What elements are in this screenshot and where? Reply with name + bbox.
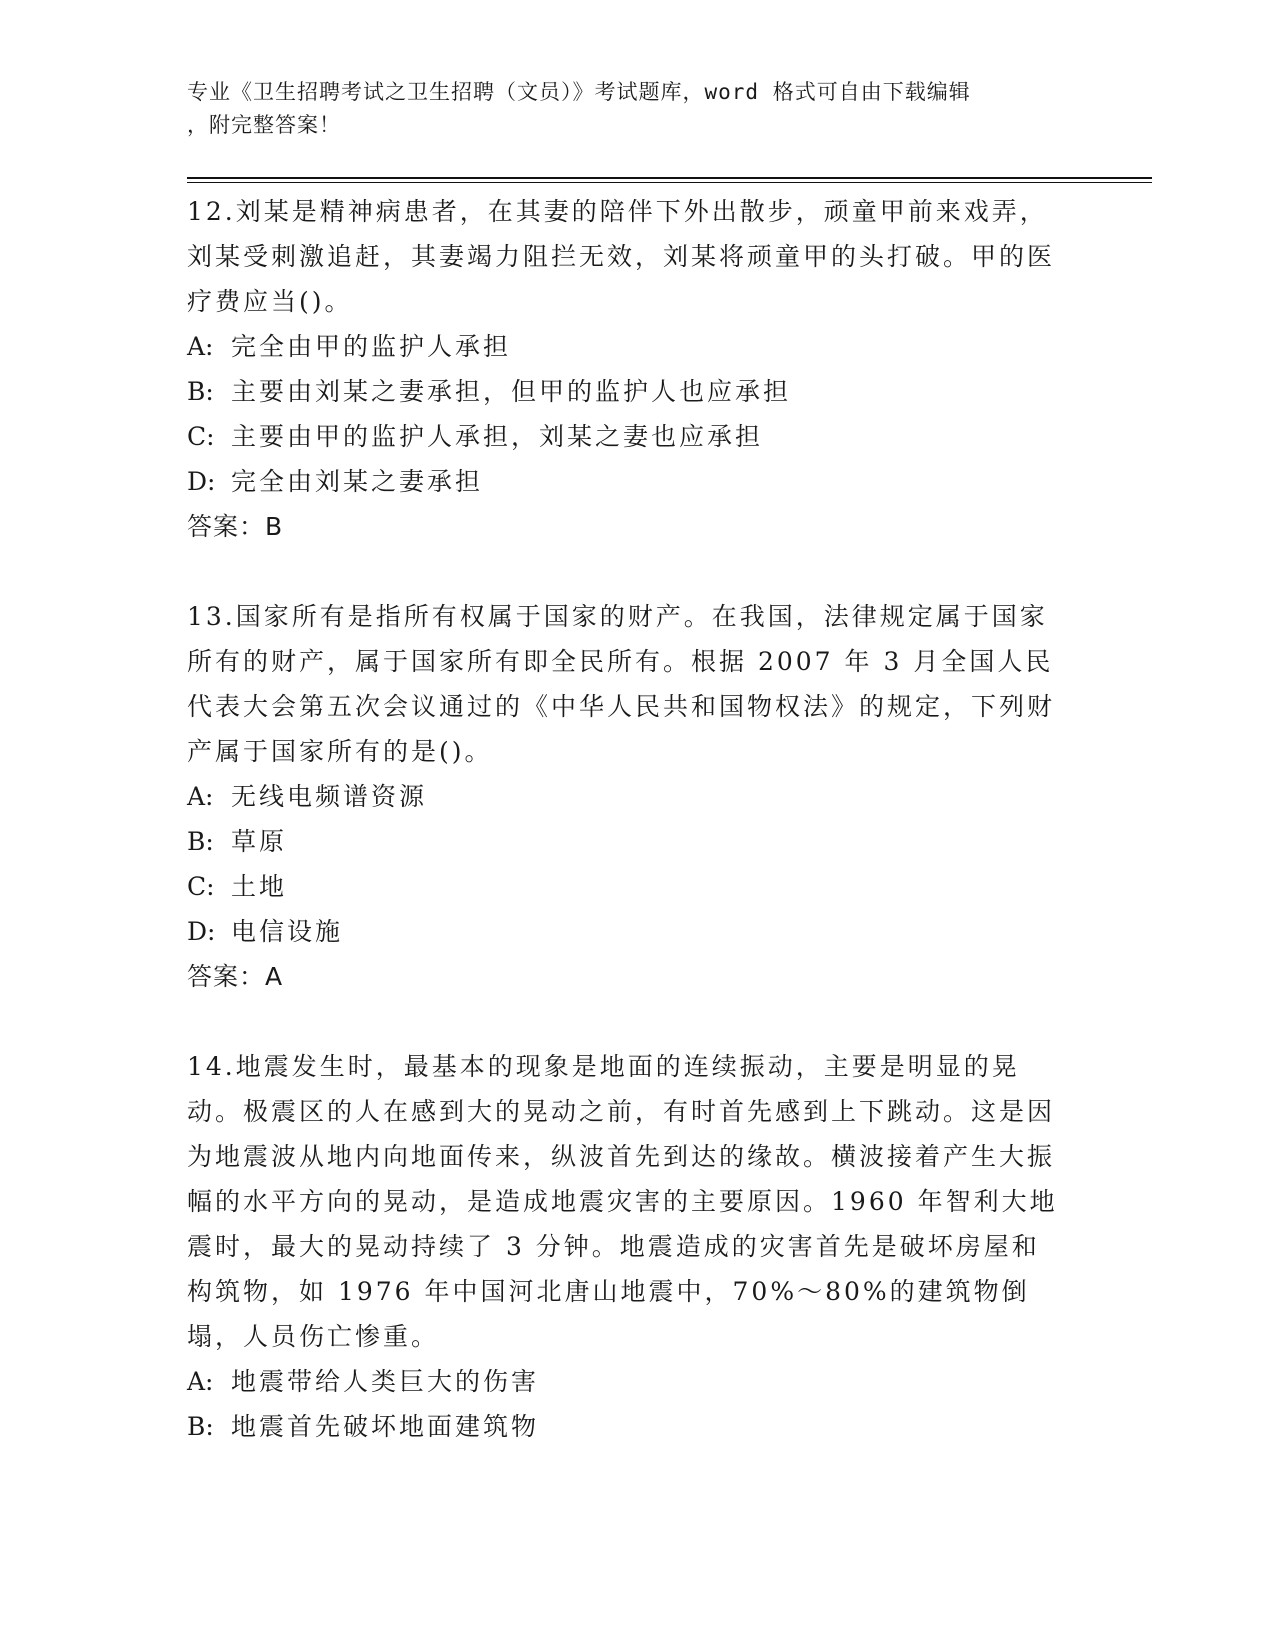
option-a [187,1359,1067,1404]
option-text: 草原 [231,827,288,856]
option-text: 电信设施 [231,917,344,946]
option-text: 土地 [231,872,288,901]
question-14 [187,1044,1067,1449]
option-text: 地震带给人类巨大的伤害 [231,1367,540,1396]
document-header [187,76,1067,142]
option-letter: C: [187,422,215,451]
option-a [187,324,1067,369]
header-line-1: 专业《卫生招聘考试之卫生招聘（文员）》考试题库，word 格式可自由下载编辑 [187,80,971,104]
question-spacer [187,999,1067,1044]
option-b [187,819,1067,864]
option-text: 地震首先破坏地面建筑物 [231,1412,540,1441]
header-divider-thin [187,182,1152,183]
option-a [187,774,1067,819]
option-c [187,864,1067,909]
option-text: 完全由刘某之妻承担 [231,467,484,496]
option-text: 无线电频谱资源 [231,782,428,811]
option-d [187,909,1067,954]
option-text: 主要由甲的监护人承担，刘某之妻也应承担 [231,422,764,451]
question-12 [187,189,1067,549]
answer-label: 答案：A [187,962,284,991]
question-list [187,189,1067,1449]
question-text: 13.国家所有是指所有权属于国家的财产。在我国，法律规定属于国家所有的财产，属于国家所有即全民所有。根据 2007 年 3 月全国人民代表大会第五次会议通过的《中华人民共和国物权法》的规定，下列财产属于国家所有的是()。 [187,602,1056,766]
option-d [187,459,1067,504]
question-spacer [187,549,1067,594]
option-letter: A: [187,1367,214,1396]
question-text: 14.地震发生时，最基本的现象是地面的连续振动，主要是明显的晃动。极震区的人在感到大的晃动之前，有时首先感到上下跳动。这是因为地震波从地内向地面传来，纵波首先到达的缘故。横波接着产生大振幅的水平方向的晃动，是造成地震灾害的主要原因。1960 年智利大地震时，最大的晃动持续了 3 分钟。地震造成的灾害首先是破坏房屋和构筑物，如 1976 年中国河北唐山地震中，70%～80%的建筑物倒塌，人员伤亡惨重。 [187,1052,1058,1351]
option-c [187,414,1067,459]
option-letter: D: [187,917,216,946]
option-letter: C: [187,872,215,901]
option-b [187,369,1067,414]
question-text: 12.刘某是精神病患者，在其妻的陪伴下外出散步，顽童甲前来戏弄，刘某受刺激追赶，其妻竭力阻拦无效，刘某将顽童甲的头打破。甲的医疗费应当()。 [187,197,1056,316]
option-text: 主要由刘某之妻承担，但甲的监护人也应承担 [231,377,792,406]
option-letter: D: [187,467,216,496]
option-letter: A: [187,782,214,811]
option-b [187,1404,1067,1449]
answer-label: 答案：B [187,512,284,541]
option-text: 完全由甲的监护人承担 [231,332,512,361]
question-13 [187,594,1067,999]
option-letter: B: [187,827,214,856]
header-line-2: ，附完整答案！ [187,113,341,137]
header-divider-thick [187,177,1152,179]
option-letter: A: [187,332,214,361]
option-letter: B: [187,377,214,406]
option-letter: B: [187,1412,214,1441]
